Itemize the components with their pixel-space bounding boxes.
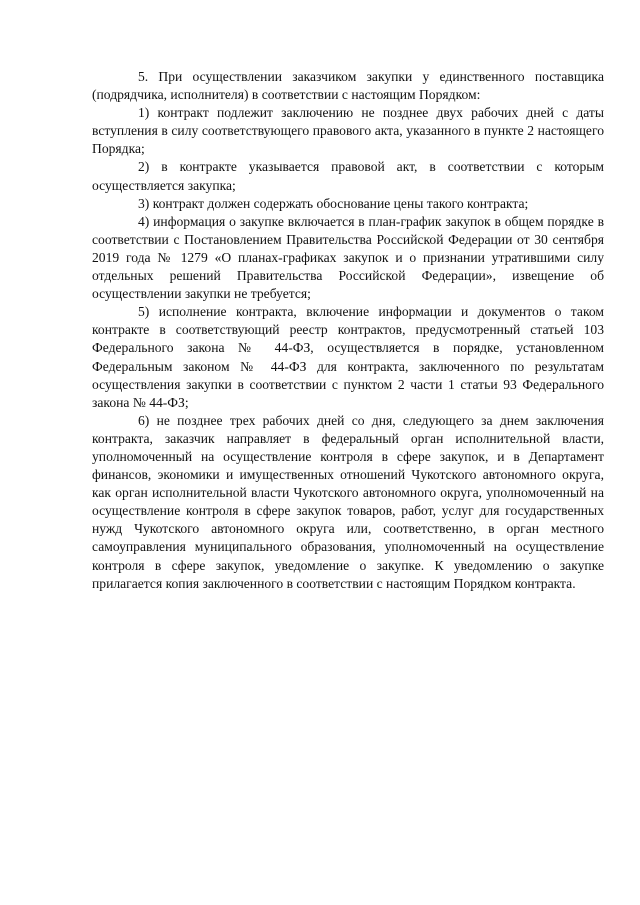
paragraph-item-4: 4) информация о закупке включается в план-график закупок в общем порядке в соответствии с Постановлением Правительства Российской Федерации от 30 сентября 2019 года № 1279 «О планах-графиках закупок и о признании утратившими силу отдельных решений Правительства Российской Федерации», извещение об осуществлении закупки не требуется; <box>92 213 604 302</box>
paragraph-item-6: 6) не позднее трех рабочих дней со дня, следующего за днем заключения контракта, заказчик направляет в федеральный орган исполнительной власти, уполномоченный на осуществление контроля в сфере закупок, и в Департамент финансов, экономики и имущественных отношений Чукотского автономного округа, как орган исполнительной власти Чукотского автономного округа, уполномоченный на осуществление контроля в сфере закупок товаров, работ, услуг для государственных нужд Чукотского автономного округа или, соответственно, в орган местного самоуправления муниципального образования, уполномоченный на осуществление контроля в сфере закупок, уведомление о закупке. К уведомлению о закупке прилагается копия заключенного в соответствии с настоящим Порядком контракта. <box>92 412 604 591</box>
paragraph-item-2: 2) в контракте указывается правовой акт, в соответствии с которым осуществляется закупка; <box>92 159 604 193</box>
paragraph-item-5: 5) исполнение контракта, включение информации и документов о таком контракте в соответствующий реестр контрактов, предусмотренный статьей 103 Федерального закона № 44-ФЗ, осуществляется в порядке, установленном Федеральным законом № 44-ФЗ для контракта, заключенного по результатам осуществления закупки в соответствии с пунктом 2 части 1 статьи 93 Федерального закона № 44-ФЗ; <box>92 304 604 410</box>
paragraph-5-intro: 5. При осуществлении заказчиком закупки у единственного поставщика (подрядчика, исполнителя) в соответствии с настоящим Порядком: <box>92 69 604 103</box>
paragraph-item-1: 1) контракт подлежит заключению не позднее двух рабочих дней с даты вступления в силу соответствующего правового акта, указанного в пункте 2 настоящего Порядка; <box>92 105 604 157</box>
document-body <box>92 68 604 593</box>
paragraph-item-3: 3) контракт должен содержать обоснование цены такого контракта; <box>138 195 529 211</box>
